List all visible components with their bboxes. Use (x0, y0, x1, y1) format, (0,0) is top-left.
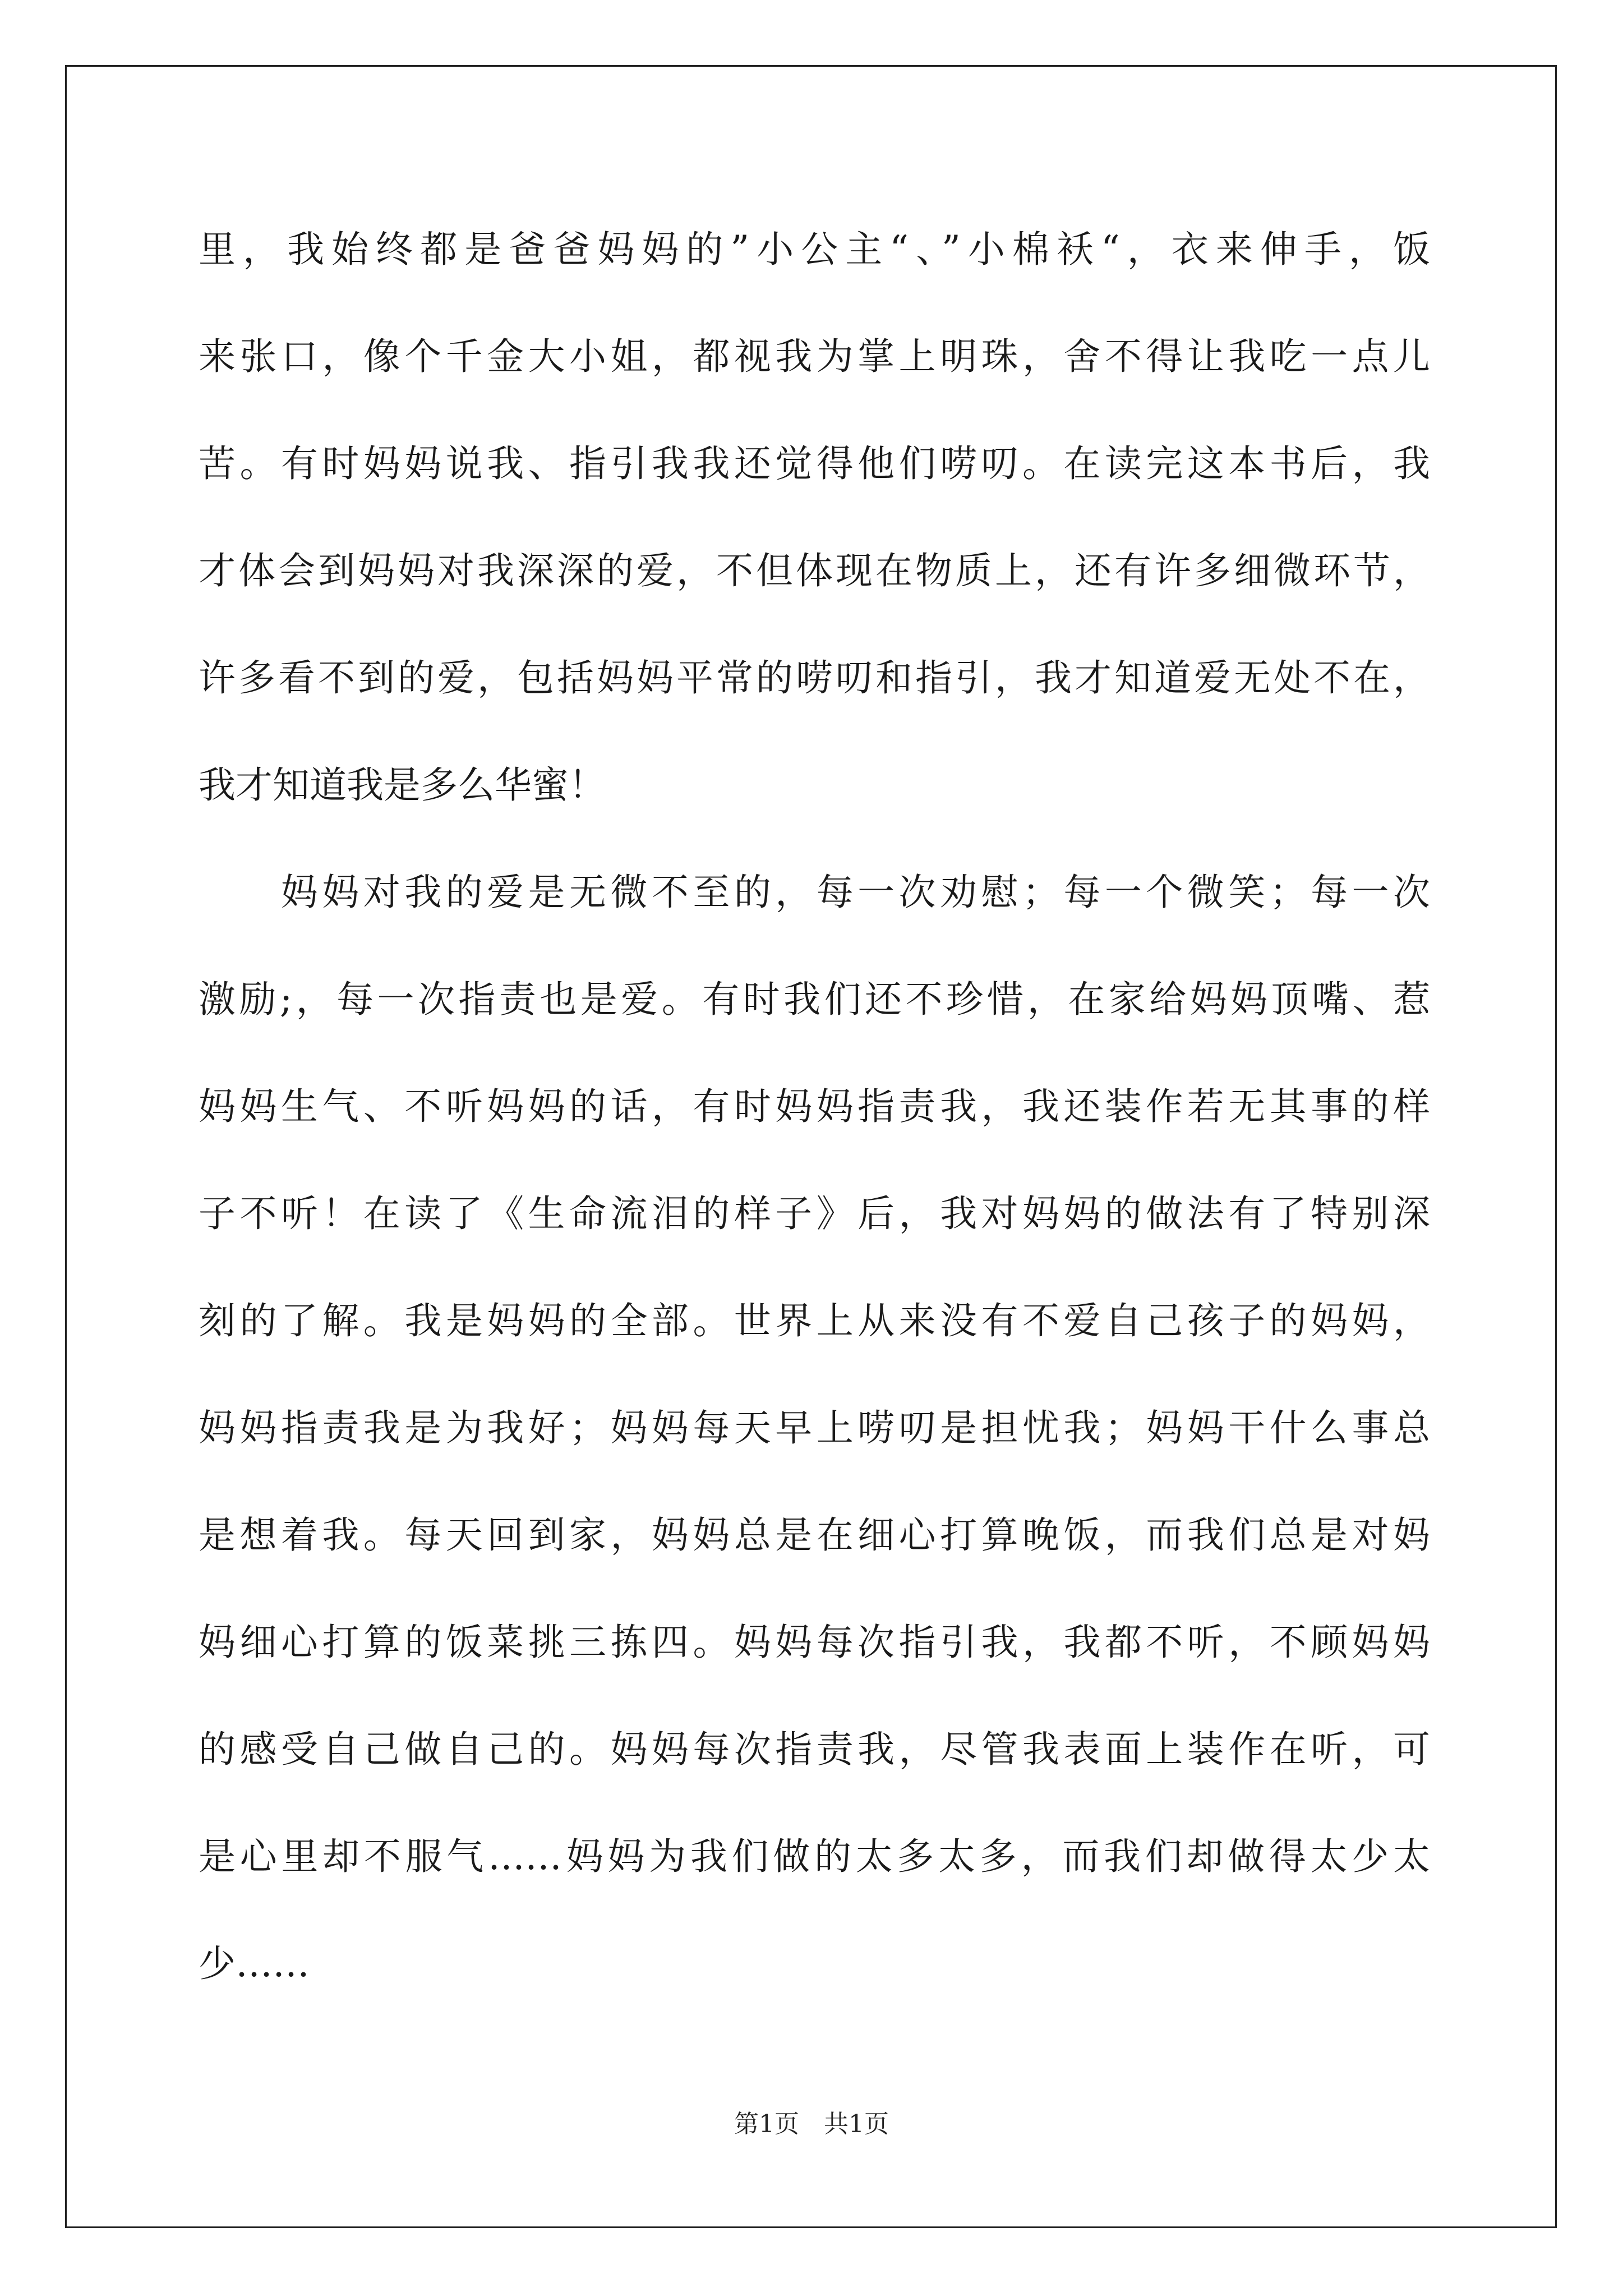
paragraph-1 (199, 213, 1430, 856)
text-line: 激励;，每一次指责也是爱。有时我们还不珍惜，在家给妈妈顶嘴、惹 (199, 978, 1430, 1021)
text-line: 妈妈对我的爱是无微不至的，每一次劝慰；每一个微笑；每一次 (199, 871, 1430, 914)
text-line: 子不听！在读了《生命流泪的样子》后，我对妈妈的做法有了特别深 (199, 1192, 1430, 1235)
text-line: 苦。有时妈妈说我、指引我我还觉得他们唠叨。在读完这本书后，我 (199, 442, 1430, 485)
document-body (199, 213, 1430, 2035)
text-line: 刻的了解。我是妈妈的全部。世界上从来没有不爱自己孩子的妈妈， (199, 1299, 1430, 1342)
text-line: 是心里却不服气……妈妈为我们做的太多太多，而我们却做得太少太 (199, 1835, 1430, 1878)
text-line: 才体会到妈妈对我深深的爱，不但体现在物质上，还有许多细微环节， (199, 549, 1430, 592)
text-line: 里，我始终都是爸爸妈妈的”小公主“、”小棉袄“，衣来伸手，饭 (199, 228, 1430, 271)
text-line: 许多看不到的爱，包括妈妈平常的唠叨和指引，我才知道爱无处不在， (199, 656, 1430, 700)
text-line: 少…… (199, 1942, 310, 1985)
text-line: 我才知道我是多么华蜜！ (199, 763, 606, 807)
text-line: 来张口，像个千金大小姐，都视我为掌上明珠，舍不得让我吃一点儿 (199, 335, 1430, 378)
paragraph-2 (199, 856, 1430, 2035)
text-line: 妈细心打算的饭菜挑三拣四。妈妈每次指引我，我都不听，不顾妈妈 (199, 1621, 1430, 1664)
text-line: 的感受自己做自己的。妈妈每次指责我，尽管我表面上装作在听，可 (199, 1728, 1430, 1771)
page-number-footer: 第1页 共1页 (734, 2110, 889, 2138)
text-line: 是想着我。每天回到家，妈妈总是在细心打算晚饭，而我们总是对妈 (199, 1513, 1430, 1557)
text-line: 妈妈指责我是为我好；妈妈每天早上唠叨是担忧我；妈妈干什么事总 (199, 1406, 1430, 1450)
text-line: 妈妈生气、不听妈妈的话，有时妈妈指责我，我还装作若无其事的样 (199, 1085, 1430, 1128)
